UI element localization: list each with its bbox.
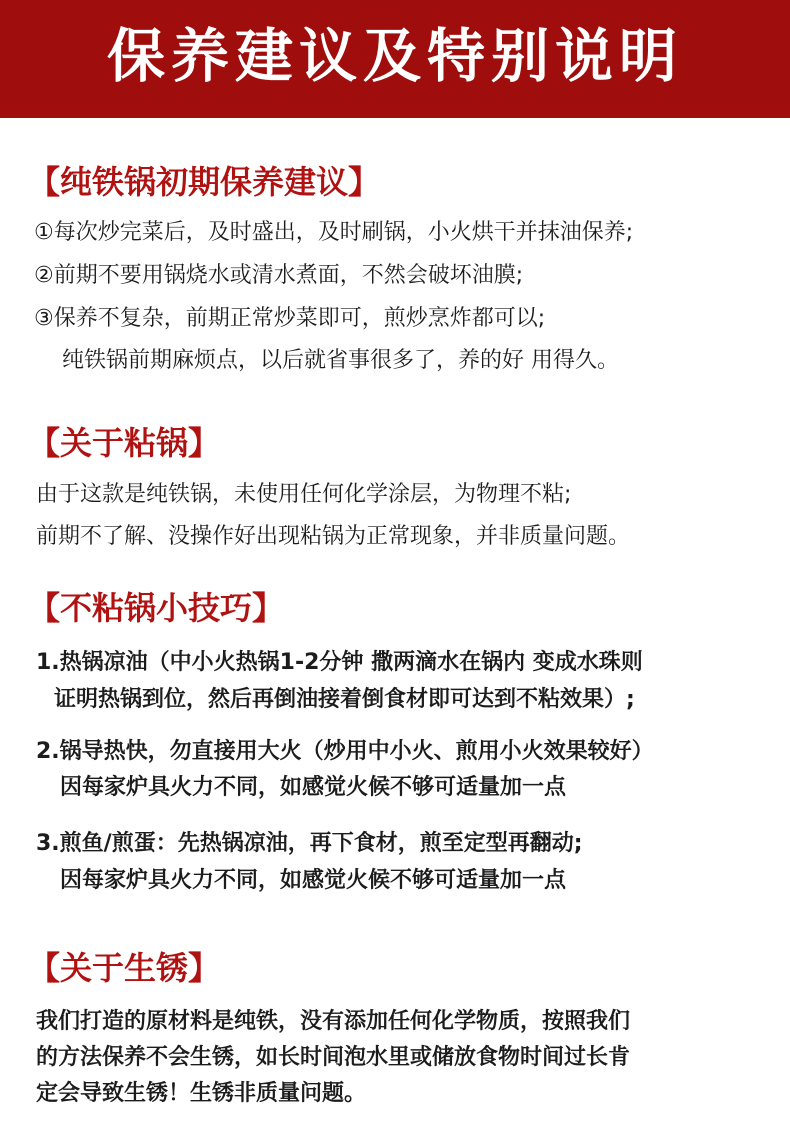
- initial-care-line-3: ③保养不复杂，前期正常炒菜即可，煎炒烹炸都可以;: [34, 306, 546, 331]
- rust-line-1: 我们打造的原材料是纯铁，没有添加任何化学物质，按照我们: [36, 1009, 631, 1034]
- nonstick-tip-1-line-2: 证明热锅到位，然后再倒油接着倒食材即可达到不粘效果）;: [54, 687, 635, 712]
- nonstick-tip-3-line-1: 3.煎鱼/煎蛋：先热锅凉油，再下食材，煎至定型再翻动;: [36, 831, 583, 856]
- section-title-initial-care: 【纯铁锅初期保养建议】: [28, 163, 381, 201]
- nonstick-tip-2-line-1: 2.锅导热快，勿直接用大火（炒用中小火、煎用小火效果较好）: [36, 739, 654, 764]
- initial-care-line-2: ②前期不要用锅烧水或清水煮面，不然会破坏油膜;: [34, 263, 524, 288]
- nonstick-tip-3-line-2: 因每家炉具火力不同，如感觉火候不够可适量加一点: [60, 868, 567, 893]
- page-title: 保养建议及特别说明: [106, 22, 683, 90]
- nonstick-tip-1-line-1: 1.热锅凉油（中小火热锅1-2分钟 撒两滴水在锅内 变成水珠则: [36, 650, 643, 675]
- initial-care-line-1: ①每次炒完菜后，及时盛出，及时刷锅，小火烘干并抹油保养;: [34, 220, 634, 245]
- header-banner: [0, 0, 790, 118]
- sticking-line-1: 由于这款是纯铁锅，未使用任何化学涂层，为物理不粘;: [36, 482, 572, 507]
- section-title-sticking: 【关于粘锅】: [28, 424, 221, 462]
- rust-line-2: 的方法保养不会生锈，如长时间泡水里或储放食物时间过长肯: [36, 1045, 631, 1070]
- nonstick-tip-2-line-2: 因每家炉具火力不同，如感觉火候不够可适量加一点: [60, 775, 567, 800]
- initial-care-line-4: 纯铁锅前期麻烦点，以后就省事很多了，养的好 用得久。: [62, 348, 619, 373]
- section-title-nonstick-tips: 【不粘锅小技巧】: [28, 589, 285, 627]
- sticking-line-2: 前期不了解、没操作好出现粘锅为正常现象，并非质量问题。: [36, 524, 631, 549]
- section-title-rust: 【关于生锈】: [28, 949, 221, 987]
- rust-line-3: 定会导致生锈！生锈非质量问题。: [36, 1081, 367, 1106]
